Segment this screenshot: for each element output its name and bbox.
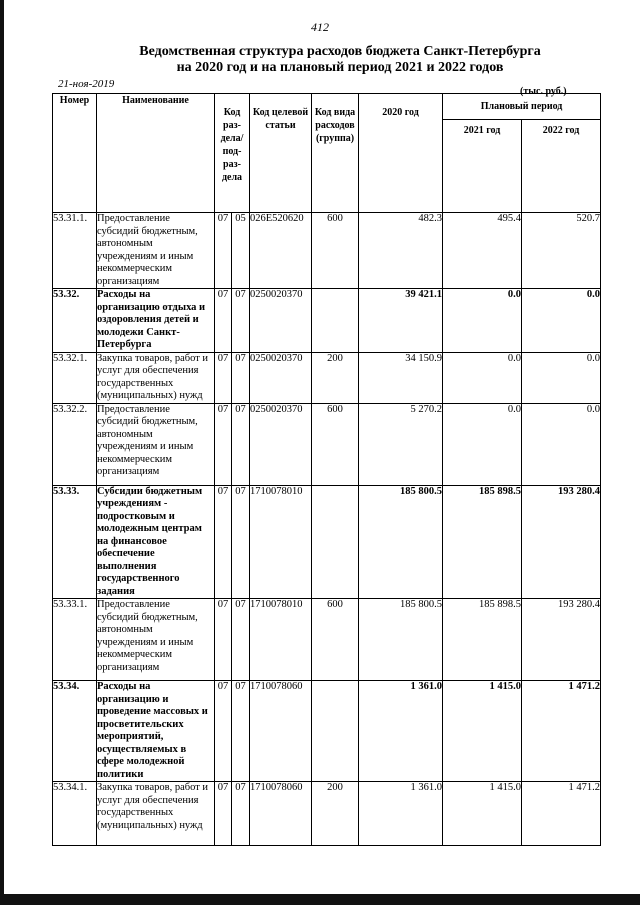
row-subsection-code: 05	[232, 213, 250, 289]
row-value-2020: 185 800.5	[359, 485, 443, 599]
row-number: 53.34.1.	[53, 782, 97, 846]
table-row	[53, 485, 601, 599]
row-value-2021: 495.4	[443, 213, 522, 289]
row-subsection-code: 07	[232, 289, 250, 353]
row-value-2022: 193 280.4	[522, 599, 601, 681]
row-name: Предоставление субсидий бюджетным, автономным учреждениям и иным некоммерческим организациям	[97, 213, 215, 289]
row-value-2022: 0.0	[522, 289, 601, 353]
row-subsection-code: 07	[232, 352, 250, 403]
header-number: Номер	[53, 94, 97, 213]
row-value-2020: 39 421.1	[359, 289, 443, 353]
row-subsection-code: 07	[232, 599, 250, 681]
row-expense-type	[312, 681, 359, 782]
row-name: Расходы на организацию отдыха и оздоровления детей и молодежи Санкт-Петербурга	[97, 289, 215, 353]
table-row	[53, 352, 601, 403]
row-value-2021: 1 415.0	[443, 782, 522, 846]
row-value-2020: 1 361.0	[359, 681, 443, 782]
scan-left-edge	[0, 0, 4, 905]
title-line-2: на 2020 год и на плановый период 2021 и 2022 годов	[176, 60, 504, 75]
document-title	[60, 44, 620, 76]
units-label: (тыс. руб.)	[520, 86, 567, 97]
row-number: 53.32.2.	[53, 403, 97, 485]
row-section-code: 07	[215, 403, 232, 485]
row-expense-type: 200	[312, 782, 359, 846]
row-name: Субсидии бюджетным учреждениям - подростковым и молодежным центрам на финансовое обеспечение выполнения государственного задания	[97, 485, 215, 599]
row-expense-type	[312, 485, 359, 599]
row-subsection-code: 07	[232, 681, 250, 782]
row-name: Закупка товаров, работ и услуг для обеспечения государственных (муниципальных) нужд	[97, 782, 215, 846]
page-number: 412	[311, 20, 329, 34]
row-number: 53.33.	[53, 485, 97, 599]
row-expense-type	[312, 289, 359, 353]
row-value-2021: 185 898.5	[443, 599, 522, 681]
row-section-code: 07	[215, 599, 232, 681]
row-target-code: 1710078060	[250, 681, 312, 782]
row-subsection-code: 07	[232, 485, 250, 599]
row-value-2021: 0.0	[443, 352, 522, 403]
row-value-2022: 520.7	[522, 213, 601, 289]
row-section-code: 07	[215, 782, 232, 846]
row-name: Расходы на организацию и проведение массовых и просветительских мероприятий, осуществляемых в сфере молодежной политики	[97, 681, 215, 782]
row-target-code: 1710078010	[250, 485, 312, 599]
row-subsection-code: 07	[232, 403, 250, 485]
header-expense-type: Код вида расходов (группа)	[312, 94, 359, 213]
header-2022: 2022 год	[522, 120, 601, 213]
table-row	[53, 403, 601, 485]
row-target-code: 1710078010	[250, 599, 312, 681]
row-value-2020: 185 800.5	[359, 599, 443, 681]
row-name: Закупка товаров, работ и услуг для обеспечения государственных (муниципальных) нужд	[97, 352, 215, 403]
header-planned: Плановый период	[443, 94, 601, 120]
row-value-2022: 1 471.2	[522, 782, 601, 846]
row-value-2020: 34 150.9	[359, 352, 443, 403]
row-name: Предоставление субсидий бюджетным, автономным учреждениям и иным некоммерческим организациям	[97, 403, 215, 485]
table-row	[53, 289, 601, 353]
row-value-2021: 0.0	[443, 289, 522, 353]
table-row	[53, 599, 601, 681]
row-number: 53.32.1.	[53, 352, 97, 403]
row-value-2020: 5 270.2	[359, 403, 443, 485]
row-value-2021: 0.0	[443, 403, 522, 485]
row-expense-type: 600	[312, 213, 359, 289]
row-number: 53.34.	[53, 681, 97, 782]
row-value-2022: 193 280.4	[522, 485, 601, 599]
table-row	[53, 681, 601, 782]
budget-table	[52, 93, 601, 846]
title-line-1: Ведомственная структура расходов бюджета Санкт-Петербурга	[139, 44, 541, 59]
row-target-code: 0250020370	[250, 403, 312, 485]
row-section-code: 07	[215, 485, 232, 599]
row-target-code: 0250020370	[250, 289, 312, 353]
header-section: Код раз- дела/ под- раз- дела	[215, 94, 250, 213]
row-section-code: 07	[215, 289, 232, 353]
scan-bottom-edge	[0, 894, 640, 905]
row-number: 53.31.1.	[53, 213, 97, 289]
row-number: 53.33.1.	[53, 599, 97, 681]
row-section-code: 07	[215, 213, 232, 289]
row-section-code: 07	[215, 352, 232, 403]
row-value-2020: 482.3	[359, 213, 443, 289]
row-value-2022: 0.0	[522, 352, 601, 403]
row-value-2020: 1 361.0	[359, 782, 443, 846]
row-expense-type: 600	[312, 403, 359, 485]
row-name: Предоставление субсидий бюджетным, автономным учреждениям и иным некоммерческим организациям	[97, 599, 215, 681]
header-2020: 2020 год	[359, 94, 443, 213]
row-subsection-code: 07	[232, 782, 250, 846]
header-2021: 2021 год	[443, 120, 522, 213]
row-expense-type: 200	[312, 352, 359, 403]
row-target-code: 1710078060	[250, 782, 312, 846]
row-number: 53.32.	[53, 289, 97, 353]
row-expense-type: 600	[312, 599, 359, 681]
row-target-code: 0250020370	[250, 352, 312, 403]
table-row	[53, 782, 601, 846]
row-section-code: 07	[215, 681, 232, 782]
table-row	[53, 213, 601, 289]
header-target: Код целевой статьи	[250, 94, 312, 213]
row-value-2022: 0.0	[522, 403, 601, 485]
header-name: Наименование	[97, 94, 215, 213]
row-value-2021: 185 898.5	[443, 485, 522, 599]
row-value-2021: 1 415.0	[443, 681, 522, 782]
row-value-2022: 1 471.2	[522, 681, 601, 782]
document-date: 21-ноя-2019	[58, 78, 115, 90]
row-target-code: 026E520620	[250, 213, 312, 289]
